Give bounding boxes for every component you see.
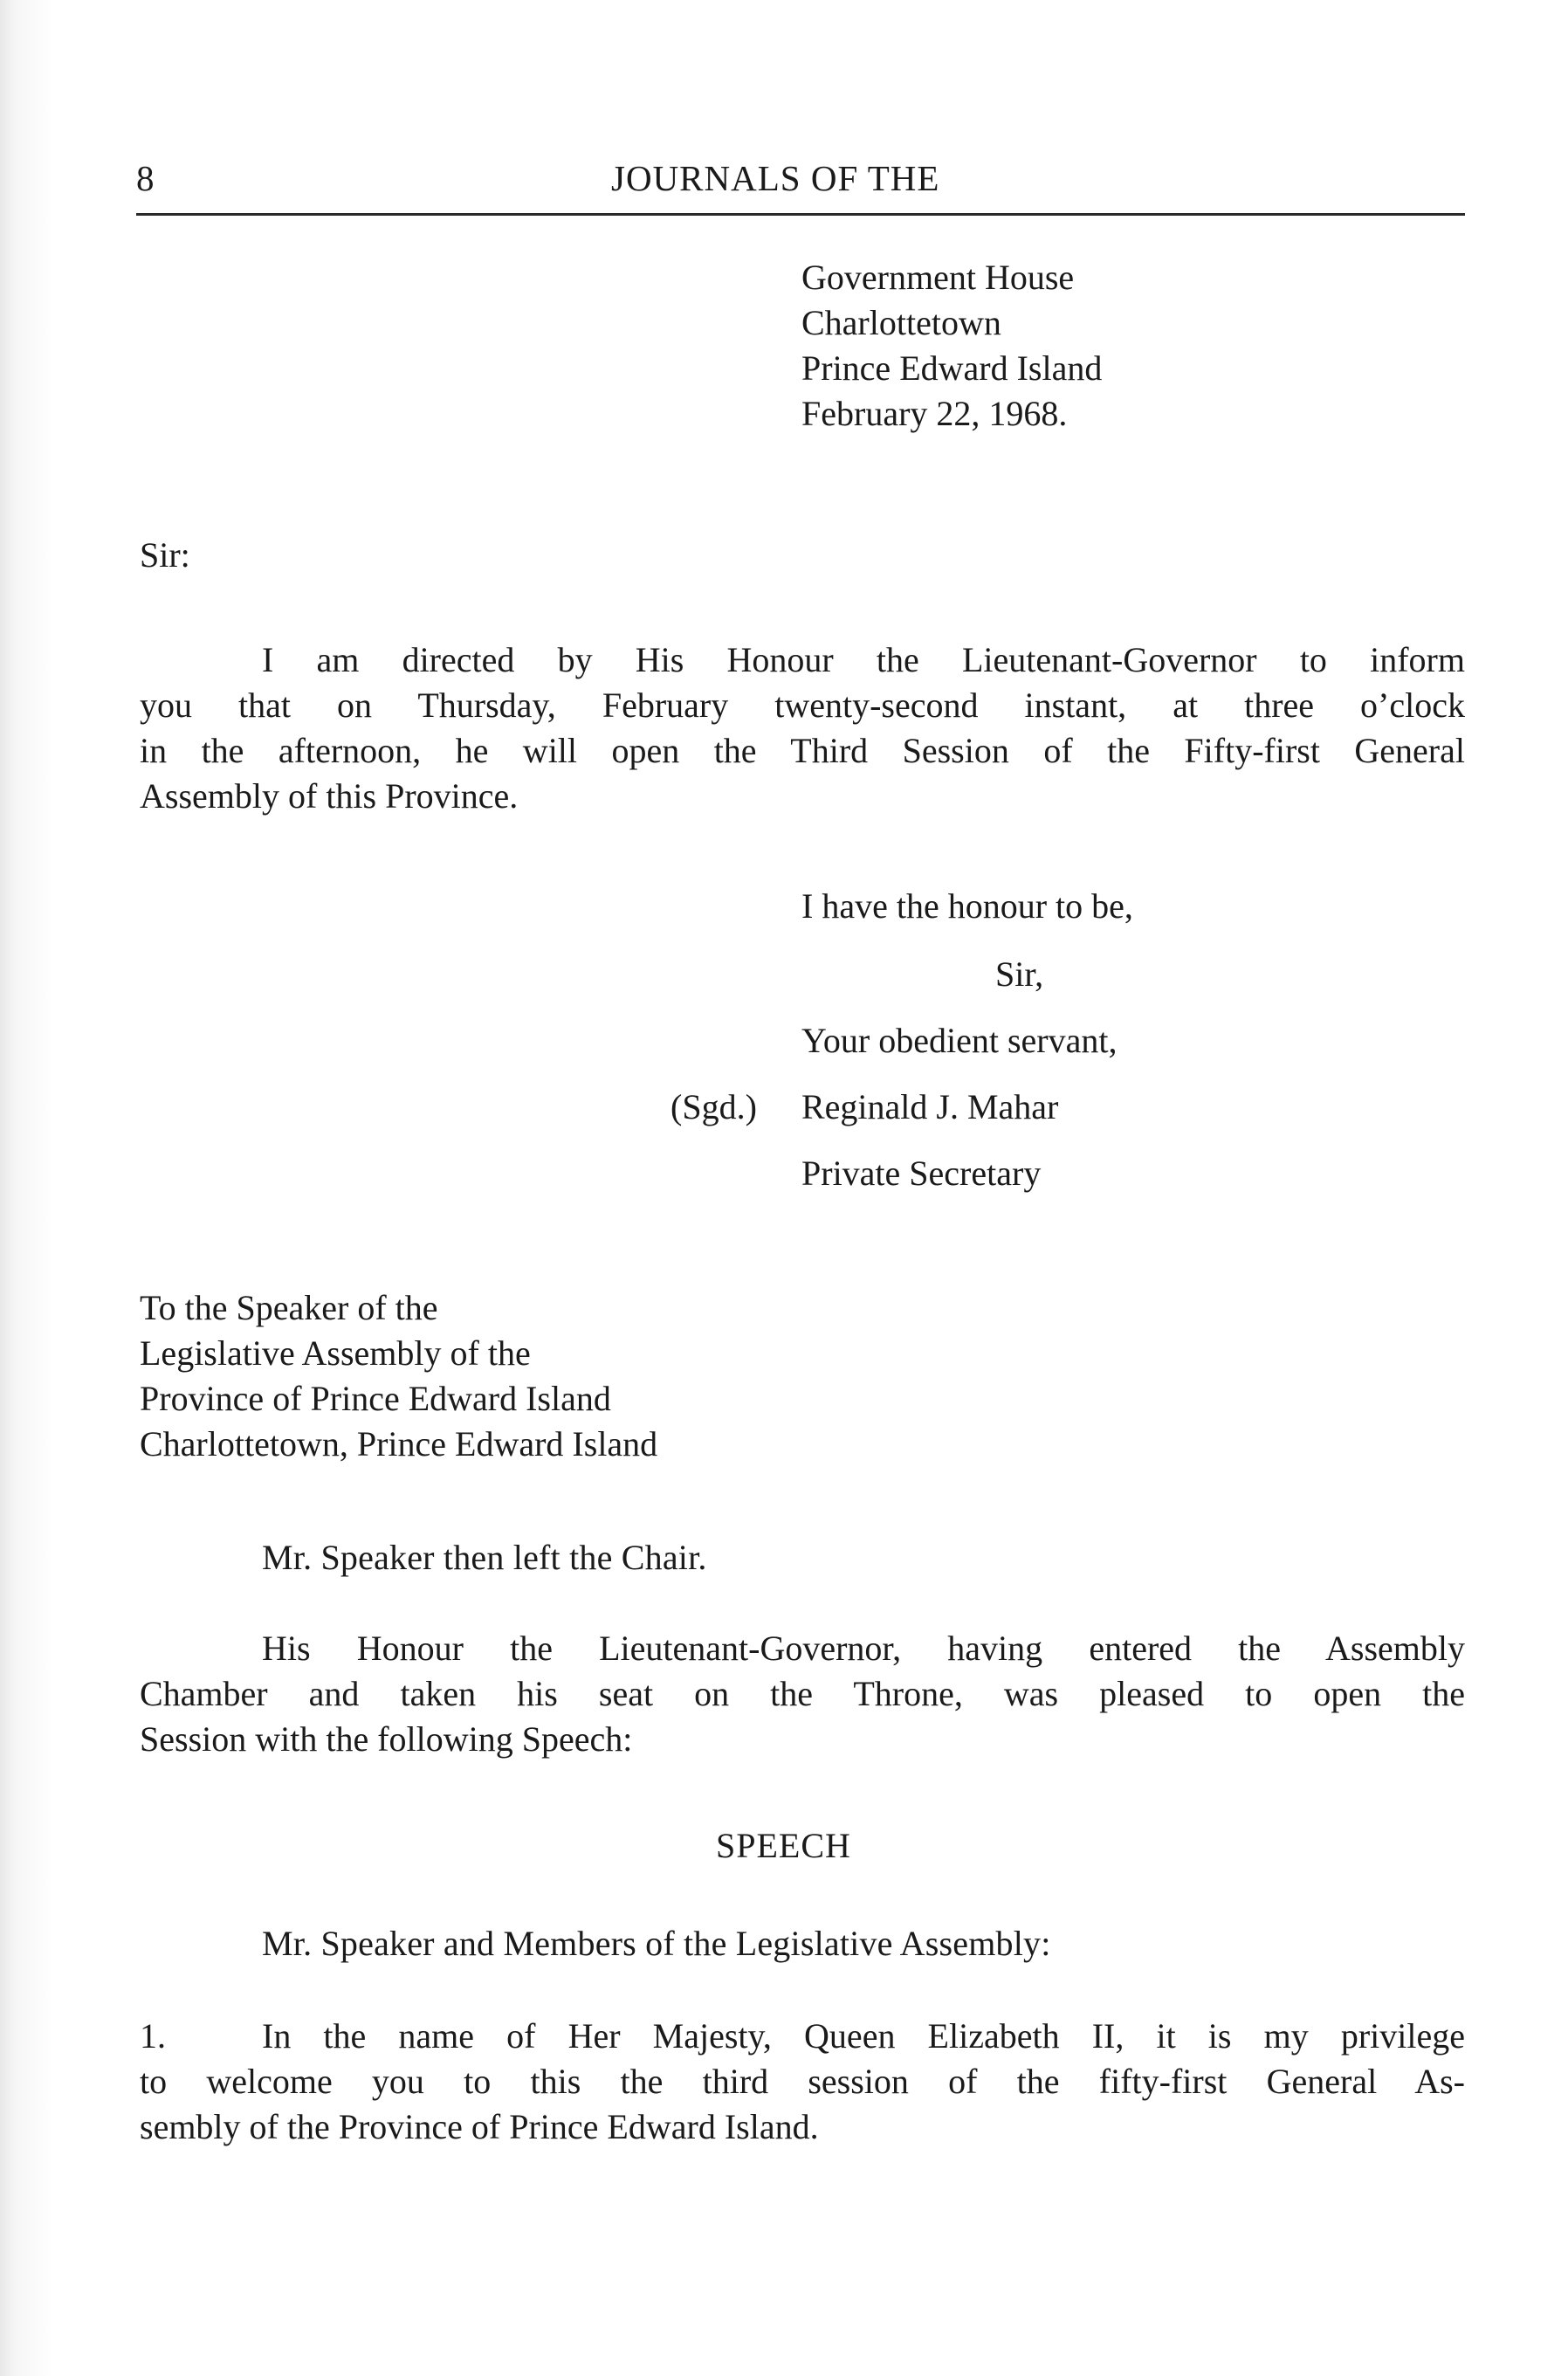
closing-servant: Your obedient servant, [801,1021,1118,1060]
body-line: Assembly of this Province. [140,776,519,816]
item-1-line: to welcome you to this the third session of the fifty-first General As- [140,2062,1465,2101]
address-line: Charlottetown [801,303,1001,342]
signatory-name: Reginald J. Mahar [801,1087,1059,1126]
address-date: February 22, 1968. [801,394,1068,433]
item-number: 1. [140,2016,166,2056]
body-line: in the afternoon, he will open the Third Session of the Fifty-first General [140,731,1465,770]
item-1-line: sembly of the Province of Prince Edward Island. [140,2107,819,2146]
letter-body [140,637,1465,819]
item-1-first-line [140,2014,1465,2059]
closing-sir: Sir, [995,954,1044,994]
closing-line: I have the honour to be, [801,886,1133,926]
recipient-line: Province of Prince Edward Island [140,1379,611,1418]
recipient-line: Charlottetown, Prince Edward Island [140,1424,658,1463]
item-1-text: In the name of Her Majesty, Queen Elizabeth II, it is my privilege [262,2016,1465,2056]
recipient-line: To the Speaker of the [140,1288,438,1327]
signed-marker: (Sgd.) [671,1087,757,1126]
speech-heading: SPEECH [716,1826,851,1865]
address-line: Prince Edward Island [801,348,1103,388]
speech-item-1 [140,2014,1465,2150]
honour-line: His Honour the Lieutenant-Governor, having entered the Assembly [262,1629,1465,1668]
letter-address [801,255,1102,437]
address-line: Government House [801,258,1075,297]
recipient-block [140,1285,657,1467]
body-line: I am directed by His Honour the Lieutenant-Governor to inform [262,640,1465,679]
running-title: JOURNALS OF THE [611,158,940,198]
speaker-left-line: Mr. Speaker then left the Chair. [262,1538,707,1577]
header-rule [136,213,1465,216]
signatory-title: Private Secretary [801,1154,1042,1193]
salutation: Sir: [140,535,190,575]
recipient-line: Legislative Assembly of the [140,1333,531,1373]
page-number: 8 [136,158,155,198]
honour-paragraph [140,1626,1465,1762]
honour-line: Session with the following Speech: [140,1719,633,1759]
honour-line: Chamber and taken his seat on the Throne, was pleased to open the [140,1674,1465,1713]
speech-address-line: Mr. Speaker and Members of the Legislative Assembly: [262,1924,1051,1963]
body-line: you that on Thursday, February twenty-second instant, at three o’clock [140,685,1465,725]
